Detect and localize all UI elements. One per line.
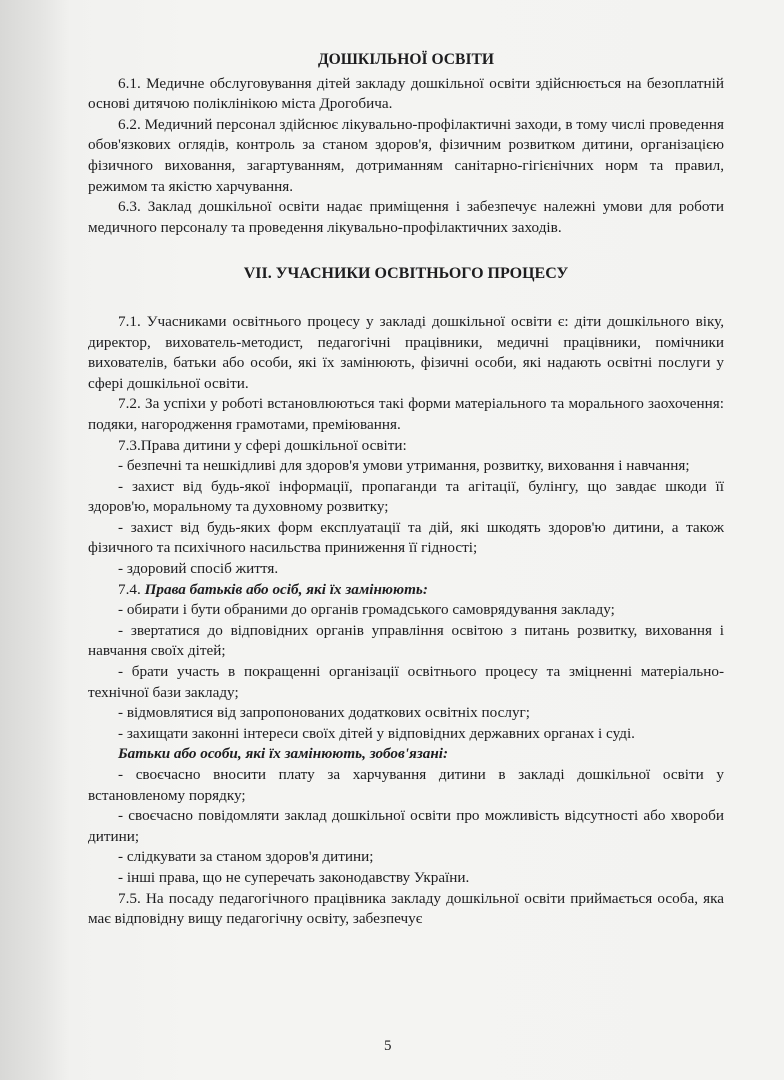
paragraph-6-3: 6.3. Заклад дошкільної освіти надає приміщення і забезпечує належні умови для роботи медичного персоналу та проведення лікувально-профілактичних заходів.	[88, 198, 724, 236]
parent-duty-item: - своєчасно повідомляти заклад дошкільної освіти про можливість відсутності або хвороби дитини;	[88, 807, 724, 845]
paragraph-7-1: 7.1. Учасниками освітнього процесу у закладі дошкільної освіти є: діти дошкільного віку, директор, вихователь-методист, педагогічні працівники, медичні працівники, помічники вихователів, батьки або особи, які їх замінюють, фізичні особи, які надають освітні послуги у сфері дошкільної освіти.	[88, 312, 724, 392]
child-right-item: - здоровий спосіб життя.	[118, 560, 279, 578]
paragraph-6-2: 6.2. Медичний персонал здійснює лікувально-профілактичні заходи, в тому числі проведення обов'язкових оглядів, контроль за станом здоров'я, фізичним розвитком дитини, організацією фізичного виховання, загартуванням, дотриманням санітарно-гігієнічних норм та правил, режимом та якістю харчування.	[88, 115, 724, 195]
paragraph-7-4	[88, 580, 724, 601]
parent-right-item: - обирати і бути обраними до органів громадського самоврядування закладу;	[118, 601, 615, 619]
paragraph-7-3: 7.3.Права дитини у сфері дошкільної освіти:	[118, 436, 407, 454]
section-heading-participants: VII. УЧАСНИКИ ОСВІТНЬОГО ПРОЦЕСУ	[243, 265, 569, 283]
document-body	[88, 50, 724, 930]
child-right-item: - безпечні та нешкідливі для здоров'я умови утримання, розвитку, виховання і навчання;	[118, 457, 690, 475]
parent-right-item: - відмовлятися від запропонованих додаткових освітніх послуг;	[118, 704, 530, 722]
paragraph-6-1: 6.1. Медичне обслуговування дітей закладу дошкільної освіти здійснюється на безоплатній основі дитячою поліклінікою міста Дрогобича.	[88, 74, 724, 113]
parent-duty-item: - інші права, що не суперечать законодавству України.	[118, 868, 470, 886]
paragraph-7-5: 7.5. На посаду педагогічного працівника закладу дошкільної освіти приймається особа, яка має відповідну вищу педагогічну освіту, забезпечує	[88, 889, 724, 928]
parent-duty-item: - своєчасно вносити плату за харчування дитини в закладі дошкільної освіти у встановленому порядку;	[88, 766, 724, 804]
child-right-item: - захист від будь-якої інформації, пропаганди та агітації, булінгу, що завдає шкоди її здоров'ю, моральному та духовному розвитку;	[88, 477, 724, 516]
parent-rights-title: Права батьків або осіб, які їх замінюють:	[144, 580, 428, 598]
page-number: 5	[384, 1038, 392, 1054]
parent-right-item: - брати участь в покращенні організації освітнього процесу та зміцненні матеріально-технічної бази закладу;	[88, 663, 724, 701]
parent-duties-title: Батьки або особи, які їх замінюють, зобов'язані:	[118, 745, 449, 763]
child-right-item: - захист від будь-яких форм експлуатації та дій, які шкодять здоров'ю дитини, а також фізичного та психічного насильства приниження її гідності;	[88, 518, 724, 557]
heading-preschool-education: ДОШКІЛЬНОЇ ОСВІТИ	[317, 51, 495, 68]
parent-right-item: - захищати законні інтереси своїх дітей у відповідних державних органах і суді.	[118, 724, 635, 742]
parent-right-item: - звертатися до відповідних органів управління освітою з питань розвитку, виховання і навчання своїх дітей;	[88, 621, 724, 660]
paragraph-7-2: 7.2. За успіхи у роботі встановлюються такі форми матеріального та морального заохочення: подяки, нагородження грамотами, преміювання.	[88, 395, 724, 433]
parent-duty-item: - слідкувати за станом здоров'я дитини;	[118, 848, 374, 866]
paragraph-7-4-number: 7.4.	[118, 580, 141, 598]
